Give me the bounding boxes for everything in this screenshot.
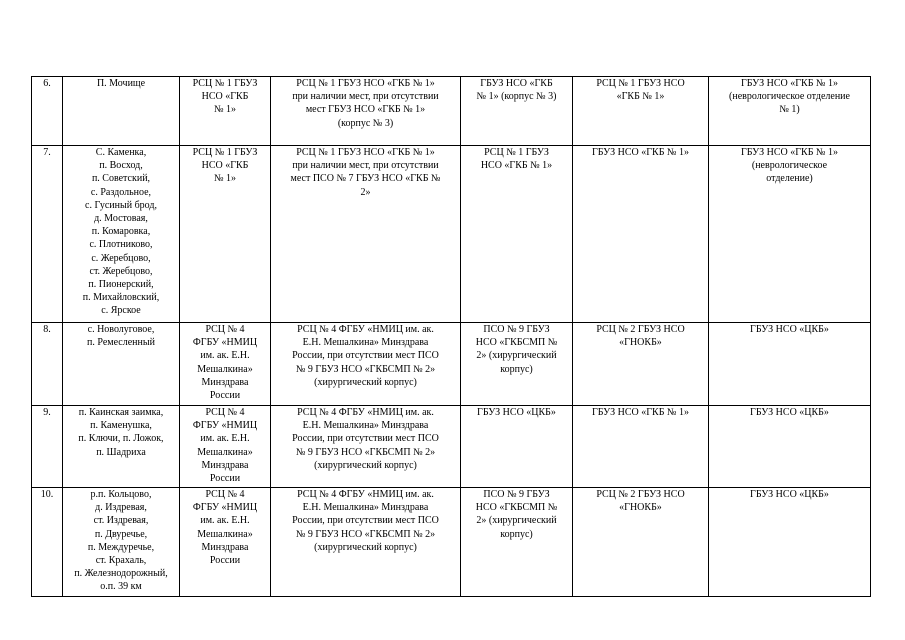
column-5-cell: ПСО № 9 ГБУЗ НСО «ГКБСМП № 2» (хирургический корпус) bbox=[461, 323, 573, 406]
column-3-cell: РСЦ № 1 ГБУЗ НСО «ГКБ № 1» bbox=[180, 146, 271, 323]
column-6-cell: РСЦ № 2 ГБУЗ НСО «ГНОКБ» bbox=[573, 323, 709, 406]
row-number-cell: 8. bbox=[32, 323, 63, 406]
row-number-cell: 6. bbox=[32, 77, 63, 146]
locality-cell: П. Мочище bbox=[63, 77, 180, 146]
locality-cell: п. Каинская заимка, п. Каменушка, п. Ключи, п. Ложок, п. Шадриха bbox=[63, 406, 180, 488]
column-4-cell: РСЦ № 4 ФГБУ «НМИЦ им. ак. Е.Н. Мешалкина» Минздрава России, при отсутствии мест ПСО № 9 ГБУЗ НСО «ГКБСМП № 2» (хирургический корпус) bbox=[271, 488, 461, 597]
table-row bbox=[32, 77, 871, 146]
column-7-cell: ГБУЗ НСО «ГКБ № 1» (неврологическое отделение) bbox=[709, 146, 871, 323]
routing-table bbox=[31, 76, 871, 597]
column-7-cell: ГБУЗ НСО «ЦКБ» bbox=[709, 488, 871, 597]
column-4-cell: РСЦ № 4 ФГБУ «НМИЦ им. ак. Е.Н. Мешалкина» Минздрава России, при отсутствии мест ПСО № 9 ГБУЗ НСО «ГКБСМП № 2» (хирургический корпус) bbox=[271, 323, 461, 406]
column-5-cell: ГБУЗ НСО «ГКБ № 1» (корпус № 3) bbox=[461, 77, 573, 146]
row-number-cell: 7. bbox=[32, 146, 63, 323]
column-5-cell: ПСО № 9 ГБУЗ НСО «ГКБСМП № 2» (хирургический корпус) bbox=[461, 488, 573, 597]
row-number-cell: 9. bbox=[32, 406, 63, 488]
table-row bbox=[32, 488, 871, 597]
column-7-cell: ГБУЗ НСО «ЦКБ» bbox=[709, 323, 871, 406]
column-4-cell: РСЦ № 1 ГБУЗ НСО «ГКБ № 1» при наличии мест, при отсутствии мест ГБУЗ НСО «ГКБ № 1» (корпус № 3) bbox=[271, 77, 461, 146]
column-4-cell: РСЦ № 4 ФГБУ «НМИЦ им. ак. Е.Н. Мешалкина» Минздрава России, при отсутствии мест ПСО № 9 ГБУЗ НСО «ГКБСМП № 2» (хирургический корпус) bbox=[271, 406, 461, 488]
locality-cell: с. Новолуговое, п. Ремесленный bbox=[63, 323, 180, 406]
column-4-cell: РСЦ № 1 ГБУЗ НСО «ГКБ № 1» при наличии мест, при отсутствии мест ПСО № 7 ГБУЗ НСО «ГКБ № 2» bbox=[271, 146, 461, 323]
column-5-cell: РСЦ № 1 ГБУЗ НСО «ГКБ № 1» bbox=[461, 146, 573, 323]
row-number-cell: 10. bbox=[32, 488, 63, 597]
column-3-cell: РСЦ № 4 ФГБУ «НМИЦ им. ак. Е.Н. Мешалкина» Минздрава России bbox=[180, 323, 271, 406]
column-3-cell: РСЦ № 4 ФГБУ «НМИЦ им. ак. Е.Н. Мешалкина» Минздрава России bbox=[180, 488, 271, 597]
column-5-cell: ГБУЗ НСО «ЦКБ» bbox=[461, 406, 573, 488]
table-row bbox=[32, 406, 871, 488]
column-3-cell: РСЦ № 4 ФГБУ «НМИЦ им. ак. Е.Н. Мешалкина» Минздрава России bbox=[180, 406, 271, 488]
locality-cell: С. Каменка, п. Восход, п. Советский, с. Раздольное, с. Гусиный брод, д. Мостовая, п. Комаровка, с. Плотниково, с. Жеребцово, ст. Жеребцово, п. Пионерский, п. Михайловский, с. Ярское bbox=[63, 146, 180, 323]
table-row bbox=[32, 323, 871, 406]
column-7-cell: ГБУЗ НСО «ГКБ № 1» (неврологическое отделение № 1) bbox=[709, 77, 871, 146]
table-row bbox=[32, 146, 871, 323]
locality-cell: р.п. Кольцово, д. Издревая, ст. Издревая, п. Двуречье, п. Междуречье, ст. Крахаль, п. Железнодорожный, о.п. 39 км bbox=[63, 488, 180, 597]
column-6-cell: РСЦ № 1 ГБУЗ НСО «ГКБ № 1» bbox=[573, 77, 709, 146]
column-6-cell: РСЦ № 2 ГБУЗ НСО «ГНОКБ» bbox=[573, 488, 709, 597]
column-7-cell: ГБУЗ НСО «ЦКБ» bbox=[709, 406, 871, 488]
column-6-cell: ГБУЗ НСО «ГКБ № 1» bbox=[573, 406, 709, 488]
column-3-cell: РСЦ № 1 ГБУЗ НСО «ГКБ № 1» bbox=[180, 77, 271, 146]
column-6-cell: ГБУЗ НСО «ГКБ № 1» bbox=[573, 146, 709, 323]
